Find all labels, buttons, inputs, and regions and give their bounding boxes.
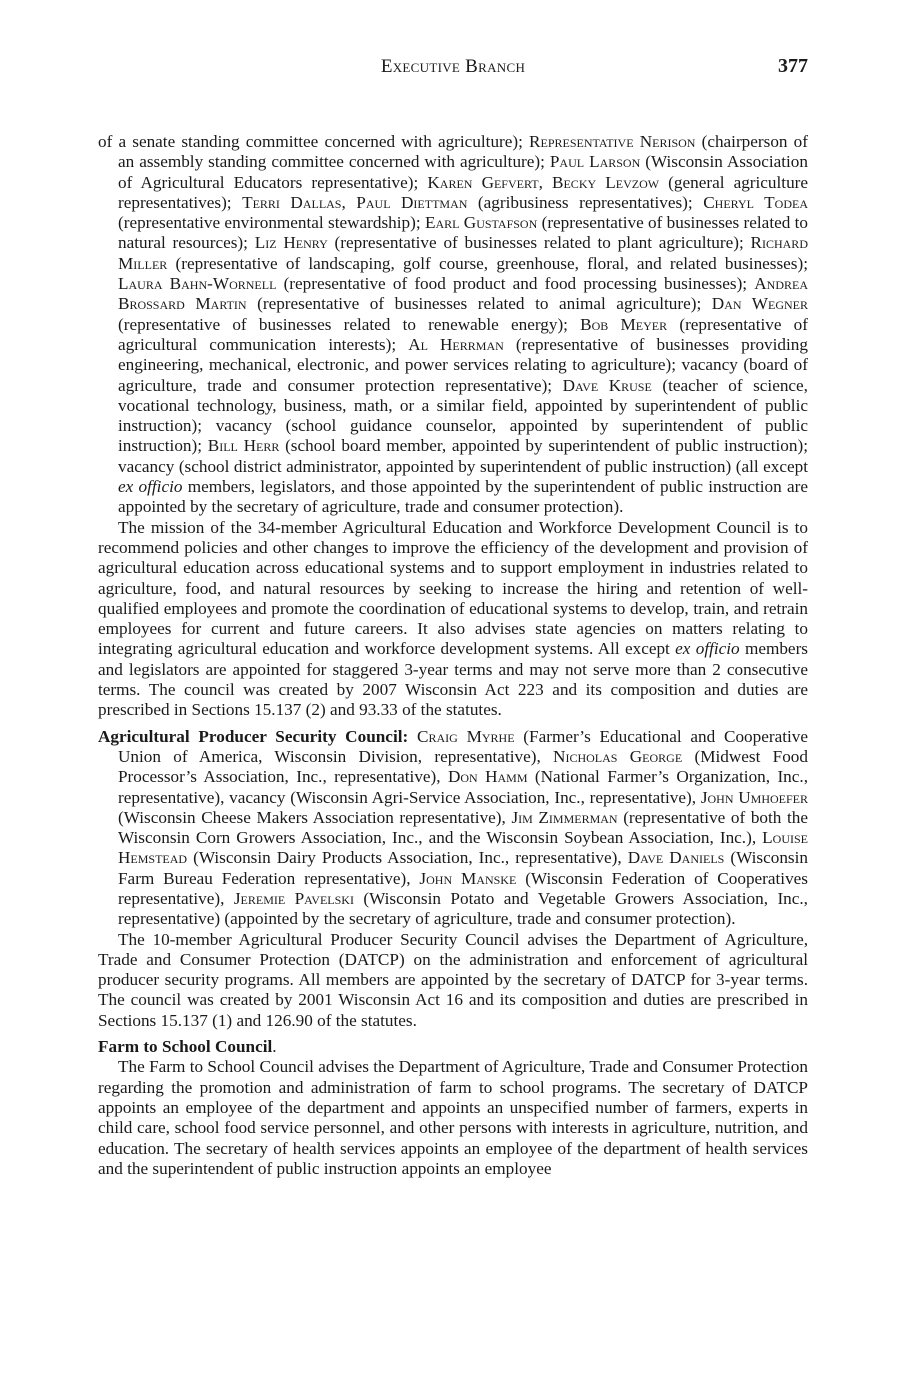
- person-name: Karen Gefvert: [427, 172, 539, 192]
- council-title: Agricultural Producer Security Council:: [98, 726, 417, 746]
- person-name: Bob Meyer: [580, 314, 668, 334]
- person-name: Richard Miller: [118, 233, 808, 273]
- person-name: Craig Myrhe: [417, 726, 515, 746]
- page-number: 377: [778, 55, 808, 77]
- person-name: Cheryl Todea: [703, 192, 808, 212]
- person-name: Don Hamm: [447, 767, 528, 787]
- council-title: Farm to School Council: [98, 1037, 273, 1057]
- person-name: Becky Levzow: [552, 172, 660, 192]
- person-name: Louise Hemstead: [118, 828, 808, 868]
- person-name: Nicholas George: [553, 746, 683, 766]
- running-title: Executive Branch: [380, 56, 526, 77]
- person-name: Al Herrman: [408, 334, 504, 354]
- farm-to-school-council-mission-paragraph: The Farm to School Council advises the Department of Agriculture, Trade and Consumer Protection regarding the promotion and administration of farm to school programs. The secretary of DATCP appoints an employee of the department and appoints an unspecified number of farmers, experts in child care, school food service personnel, and other persons with interests in agriculture, nutrition, and education. The secretary of health services appoints an employee of the department of health services and the superintendent of public instruction appoints an employee: [98, 1057, 808, 1178]
- person-name: Liz Henry: [254, 233, 328, 253]
- running-head: [98, 56, 808, 82]
- person-name: Dave Kruse: [562, 375, 652, 395]
- person-name: John Manske: [419, 868, 517, 888]
- person-name: Paul Diettman: [356, 192, 468, 212]
- person-name: Paul Larson: [549, 152, 641, 172]
- farm-to-school-council-heading: Farm to School Council.: [98, 1037, 277, 1057]
- person-name: Dan Wegner: [711, 294, 808, 314]
- person-name: Earl Gustafson: [424, 213, 538, 233]
- person-name: Andrea Brossard Martin: [118, 274, 808, 314]
- person-name: Dave Daniels: [627, 848, 725, 868]
- producer-security-council-members-paragraph: Agricultural Producer Security Council: Craig Myrhe (Farmer’s Educational and Cooperative Union of America, Wisconsin Division, representative), Nicholas George (Midwest Food Processor’s Association, Inc., representative), Don Hamm (National Farmer’s Organization, Inc., representative), vacancy (Wisconsin Agri-Service Association, Inc., representative), John Umhoefer (Wisconsin Cheese Makers Association representative), Jim Zimmerman (representative of both the Wisconsin Corn Growers Association, Inc., and the Wisconsin Soybean Association, Inc.), Louise Hemstead (Wisconsin Dairy Products Association, Inc., representative), Dave Daniels (Wisconsin Farm Bureau Federation representative), John Manske (Wisconsin Federation of Cooperatives representative), Jeremie Pavelski (Wisconsin Potato and Vegetable Growers Association, Inc., representative) (appointed by the secretary of agriculture, trade and consumer protection).: [98, 726, 809, 929]
- person-name: Terri Dallas: [242, 192, 342, 212]
- person-name: Representative Nerison: [529, 132, 696, 151]
- person-name: Jim Zimmerman: [511, 807, 618, 827]
- ag-ed-council-members-paragraph: of a senate standing committee concerned with agriculture); Representative Nerison (chairperson of an assembly standing committee concerned with agriculture); Paul Larson (Wisconsin Association of Agricultural Educators representative); Karen Gefvert, Becky Levzow (general agriculture representatives); Terri Dallas, Paul Diettman (agribusiness representatives); Cheryl Todea (representative environmental stewardship); Earl Gustafson (representative of businesses related to natural resources); Liz Henry (representative of businesses related to plant agriculture); Richard Miller (representative of landscaping, golf course, greenhouse, floral, and related businesses); Laura Bahn-Wornell (representative of food product and food processing businesses); Andrea Brossard Martin (representative of businesses related to animal agriculture); Dan Wegner (representative of businesses related to renewable energy); Bob Meyer (representative of agricultural communication interests); Al Herrman (representative of businesses providing engineering, mechanical, electronic, and power services relating to agriculture); vacancy (board of agriculture, trade and consumer protection representative); Dave Kruse (teacher of science, vocational technology, business, math, or a similar field, appointed by superintendent of public instruction); vacancy (school guidance counselor, appointed by superintendent of public instruction); Bill Herr (school board member, appointed by superintendent of public instruction); vacancy (school district administrator, appointed by superintendent of public instruction) (all except ex officio members, legislators, and those appointed by the superintendent of public instruction are appointed by the secretary of agriculture, trade and consumer protection).: [98, 132, 809, 517]
- person-name: Laura Bahn-Wornell: [118, 274, 277, 294]
- person-name: Bill Herr: [207, 436, 280, 456]
- latin-term: ex officio: [675, 639, 740, 659]
- ag-ed-council-mission-paragraph: The mission of the 34-member Agricultural Education and Workforce Development Council is to recommend policies and other changes to improve the efficiency of the development and provision of agricultural education across educational systems and to support employment in industries related to agriculture, food, and natural resources by seeking to increase the hiring and retention of well-qualified employees and promote the coordination of educational systems to develop, train, and retrain employees for current and future careers. It also advises state agencies on matters relating to integrating agricultural education and workforce development systems. All except ex officio members and legislators are appointed for staggered 3-year terms and may not serve more than 2 consecutive terms. The council was created by 2007 Wisconsin Act 223 and its composition and duties are prescribed in Sections 15.137 (2) and 93.33 of the statutes.: [98, 517, 808, 720]
- producer-security-council-mission-paragraph: The 10-member Agricultural Producer Security Council advises the Department of Agriculture, Trade and Consumer Protection (DATCP) on the administration and enforcement of agricultural producer security programs. All members are appointed by the secretary of DATCP for 3-year terms. The council was created by 2001 Wisconsin Act 16 and its composition and duties are prescribed in Sections 15.137 (1) and 126.90 of the statutes.: [98, 929, 808, 1030]
- body-text: [98, 132, 808, 1179]
- person-name: John Umhoefer: [700, 787, 808, 807]
- latin-term: ex officio: [118, 477, 183, 497]
- person-name: Jeremie Pavelski: [233, 888, 354, 908]
